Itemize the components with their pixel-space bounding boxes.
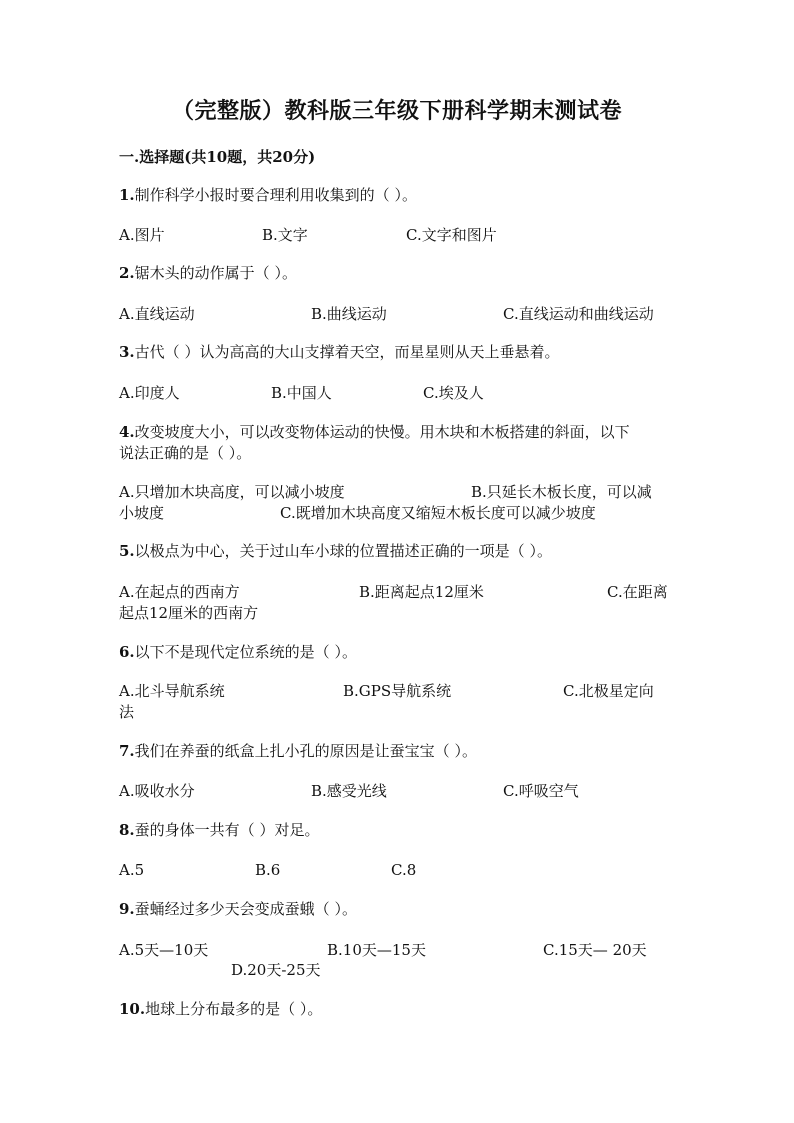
question-text: 制作科学小报时要合理利用收集到的（ ）。: [134, 186, 417, 204]
question-text: 古代（ ）认为高高的大山支撑着天空，而星星则从天上垂悬着。: [134, 343, 560, 361]
option-c: C.15天— 20天: [543, 941, 647, 959]
option-c: C.文字和图片: [406, 226, 497, 244]
question-text: 地球上分布最多的是（ ）。: [145, 1000, 323, 1018]
question-9: [119, 899, 679, 920]
option-a: A.北斗导航系统: [119, 682, 225, 700]
question-number: 8.: [119, 821, 135, 839]
option-c: C.呼吸空气: [503, 782, 579, 800]
question-6: [119, 642, 679, 663]
option-c: C.直线运动和曲线运动: [503, 305, 654, 323]
question-4: [119, 422, 679, 464]
question-text: 以下不是现代定位系统的是（ ）。: [134, 643, 357, 661]
question-number: 10.: [119, 1000, 146, 1018]
option-c-continued: 起点12厘米的西南方: [119, 604, 259, 622]
option-b: B.文字: [262, 226, 308, 244]
option-b: B.曲线运动: [311, 305, 387, 323]
question-number: 1.: [119, 186, 135, 204]
option-c: C.既增加木块高度又缩短木板长度可以减少坡度: [280, 504, 596, 522]
question-text: 锯木头的动作属于（ ）。: [134, 264, 297, 282]
option-b: B.中国人: [271, 384, 332, 402]
page-title: （完整版）教科版三年级下册科学期末测试卷: [171, 98, 622, 124]
question-number: 5.: [119, 542, 135, 560]
question-7: [119, 741, 679, 762]
question-number: 9.: [119, 900, 135, 918]
question-number: 2.: [119, 264, 135, 282]
option-b: B.6: [255, 861, 281, 879]
question-2: [119, 263, 679, 284]
question-text: 我们在养蚕的纸盒上扎小孔的原因是让蚕宝宝（ ）。: [134, 742, 477, 760]
option-b: B.GPS导航系统: [343, 682, 452, 700]
option-a: A.只增加木块高度，可以减小坡度: [119, 483, 345, 501]
question-number: 3.: [119, 343, 135, 361]
question-5: [119, 541, 679, 562]
question-text-line2: 说法正确的是（ ）。: [119, 444, 252, 462]
option-b: B.只延长木板长度，可以减: [471, 483, 652, 501]
option-c: C.在距离: [607, 583, 668, 601]
option-a: A.图片: [119, 226, 165, 244]
question-number: 6.: [119, 643, 135, 661]
section-heading: 一.选择题(共10题，共20分): [119, 148, 316, 166]
option-a: A.吸收水分: [119, 782, 195, 800]
question-3: [119, 342, 679, 363]
question-text: 蚕蛹经过多少天会变成蚕蛾（ ）。: [134, 900, 357, 918]
question-text: 蚕的身体一共有（ ）对足。: [134, 821, 320, 839]
option-b: B.10天—15天: [327, 941, 426, 959]
option-a: A.5天—10天: [119, 941, 209, 959]
question-8: [119, 820, 679, 841]
option-b-continued: 小坡度: [119, 504, 165, 522]
question-1: [119, 185, 679, 206]
option-a: A.印度人: [119, 384, 180, 402]
option-c: C.埃及人: [423, 384, 484, 402]
question-number: 7.: [119, 742, 135, 760]
option-a: A.在起点的西南方: [119, 583, 240, 601]
question-text: 以极点为中心，关于过山车小球的位置描述正确的一项是（ ）。: [134, 542, 552, 560]
option-b: B.距离起点12厘米: [359, 583, 484, 601]
option-c: C.北极星定向: [563, 682, 654, 700]
question-number: 4.: [119, 423, 135, 441]
option-b: B.感受光线: [311, 782, 387, 800]
option-a: A.直线运动: [119, 305, 195, 323]
question-10: [119, 999, 679, 1020]
option-c-continued: 法: [119, 703, 135, 721]
question-text-line1: 改变坡度大小，可以改变物体运动的快慢。用木块和木板搭建的斜面，以下: [134, 423, 630, 441]
option-d: D.20天-25天: [231, 961, 321, 979]
option-c: C.8: [391, 861, 417, 879]
option-a: A.5: [119, 861, 145, 879]
